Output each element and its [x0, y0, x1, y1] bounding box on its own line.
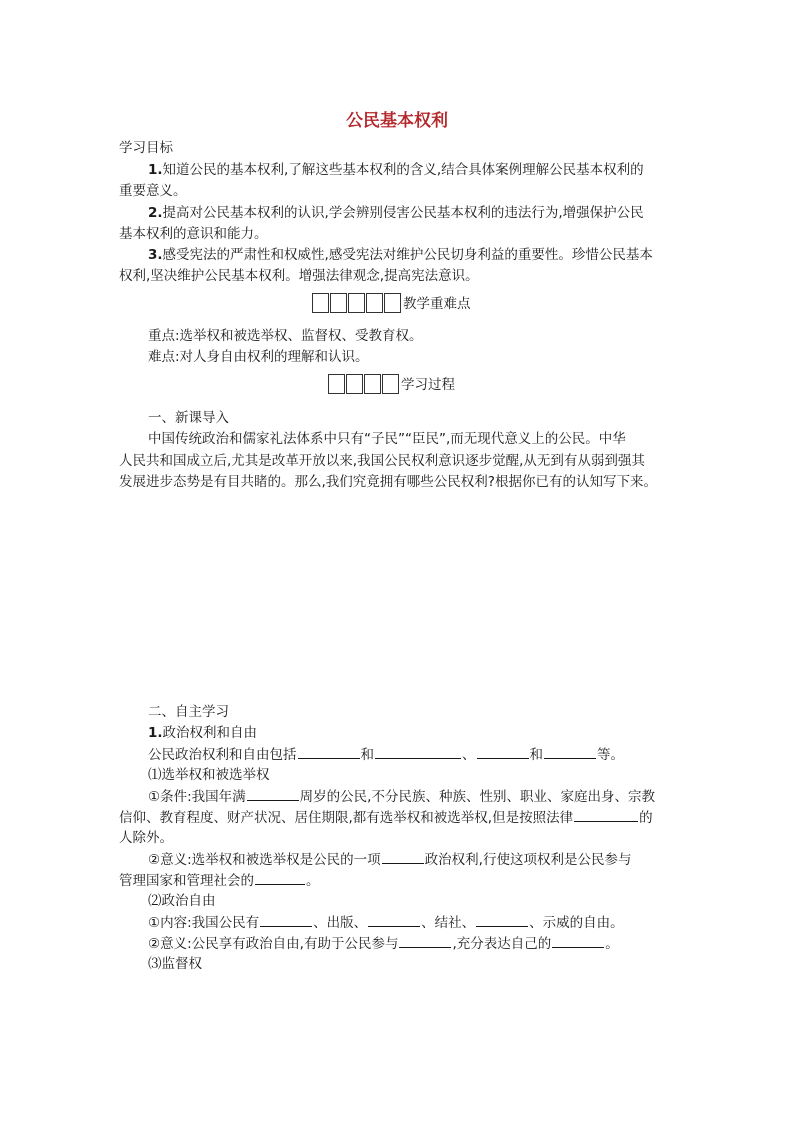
meaning-line-2 [119, 870, 679, 891]
process-banner [328, 374, 455, 394]
answer-blank[interactable] [477, 744, 529, 759]
condition-line-1 [148, 786, 679, 807]
key-point-text: 重点:选举权和被选举权、监督权、受教育权。 [148, 328, 423, 344]
section-1-title [148, 723, 679, 743]
text: 、 [462, 747, 476, 763]
section-1-fill-line [148, 744, 679, 765]
condition-line-3: 人除外。 [119, 830, 173, 846]
intro-line-3: 发展进步态势是有目共睹的。那么,我们究竟拥有哪些公民权利?根据你已有的认知写下来。 [119, 474, 657, 490]
objective-3-line-2: 权利,坚决维护公民基本权利。增强法律观念,提高宪法意识。 [119, 268, 479, 284]
text: 管理国家和管理社会的 [119, 873, 254, 889]
text: 、出版、 [313, 915, 368, 931]
intro-heading: 一、新课导入 [148, 410, 229, 426]
objectives-heading: 学习目标 [119, 140, 173, 156]
banner-box [364, 374, 381, 394]
text: ②意义:选举权和被选举权是公民的一项 [148, 852, 381, 868]
banner-box [346, 374, 363, 394]
subsection-3-title: ⑶监督权 [148, 956, 202, 972]
text: 和 [529, 747, 543, 763]
text: ①内容:我国公民有 [148, 915, 260, 931]
text: 等。 [597, 747, 624, 763]
answer-blank[interactable] [552, 933, 604, 948]
answer-blank[interactable] [476, 912, 528, 927]
section-1-title-text: 政治权利和自由 [162, 725, 258, 741]
objective-1-text: 知道公民的基本权利,了解这些基本权利的含义,结合具体案例理解公民基本权利的 [162, 162, 644, 178]
answer-blank[interactable] [247, 786, 299, 801]
objective-3-number: 3. [148, 247, 163, 263]
subsection-1-title: ⑴选举权和被选举权 [148, 767, 270, 783]
content-line [148, 912, 679, 933]
answer-blank[interactable] [399, 933, 451, 948]
intro-line-1: 中国传统政治和儒家礼法体系中只有“子民”“臣民”,而无现代意义上的公民。中华 [148, 431, 626, 447]
answer-blank[interactable] [298, 744, 360, 759]
subsection-2-title: ⑵政治自由 [148, 893, 216, 909]
key-points-label: 教学重难点 [403, 296, 471, 312]
banner-box [312, 293, 329, 313]
objective-2-line-1 [148, 203, 679, 223]
text: 信仰、教育程度、财产状况、居住期限,都有选举权和被选举权,但是按照法律 [119, 810, 574, 826]
objective-1-line-2: 重要意义。 [119, 183, 187, 199]
text: 公民政治权利和自由包括 [148, 747, 297, 763]
process-label: 学习过程 [401, 377, 455, 393]
text: 政治权利,行使这项权利是公民参与 [424, 852, 632, 868]
text: 、示威的自由。 [529, 915, 624, 931]
objective-3-text: 感受宪法的严肃性和权威性,感受宪法对维护公民切身利益的重要性。珍惜公民基本 [162, 247, 653, 263]
answer-blank[interactable] [368, 912, 420, 927]
text: 。 [605, 936, 619, 952]
condition-line-2 [119, 807, 679, 828]
objective-2-number: 2. [148, 205, 163, 221]
meaning-line-1 [148, 849, 679, 870]
section-1-number: 1. [148, 725, 163, 741]
self-study-heading: 二、自主学习 [148, 704, 229, 720]
objective-1-line-1 [148, 160, 679, 180]
answer-blank[interactable] [375, 744, 461, 759]
text: ①条件:我国年满 [148, 789, 246, 805]
text: 、结社、 [421, 915, 476, 931]
banner-box [348, 293, 365, 313]
intro-line-2: 人民共和国成立后,尤其是改革开放以来,我国公民权利意识逐步觉醒,从无到有从弱到强其 [119, 453, 645, 469]
key-points-banner [312, 293, 471, 313]
text: 。 [306, 873, 320, 889]
objective-1-number: 1. [148, 162, 163, 178]
document-title: 公民基本权利 [346, 111, 448, 131]
answer-blank[interactable] [255, 870, 305, 885]
text: ,充分表达自己的 [452, 936, 552, 952]
banner-box [384, 293, 401, 313]
banner-box [330, 293, 347, 313]
objective-3-line-1 [148, 245, 679, 265]
political-meaning-line [148, 933, 679, 954]
text: 和 [360, 747, 374, 763]
objective-2-line-2: 基本权利的意识和能力。 [119, 226, 268, 242]
answer-blank[interactable] [574, 807, 638, 822]
banner-box [366, 293, 383, 313]
answer-blank[interactable] [260, 912, 312, 927]
objective-2-text: 提高对公民基本权利的认识,学会辨别侵害公民基本权利的违法行为,增强保护公民 [162, 205, 644, 221]
banner-box [328, 374, 345, 394]
answer-blank[interactable] [382, 849, 424, 864]
text: 周岁的公民,不分民族、种族、性别、职业、家庭出身、宗教 [299, 789, 655, 805]
text: 的 [639, 810, 653, 826]
banner-box [382, 374, 399, 394]
difficulty-text: 难点:对人身自由权利的理解和认识。 [148, 349, 369, 365]
answer-blank[interactable] [544, 744, 596, 759]
text: ②意义:公民享有政治自由,有助于公民参与 [148, 936, 399, 952]
